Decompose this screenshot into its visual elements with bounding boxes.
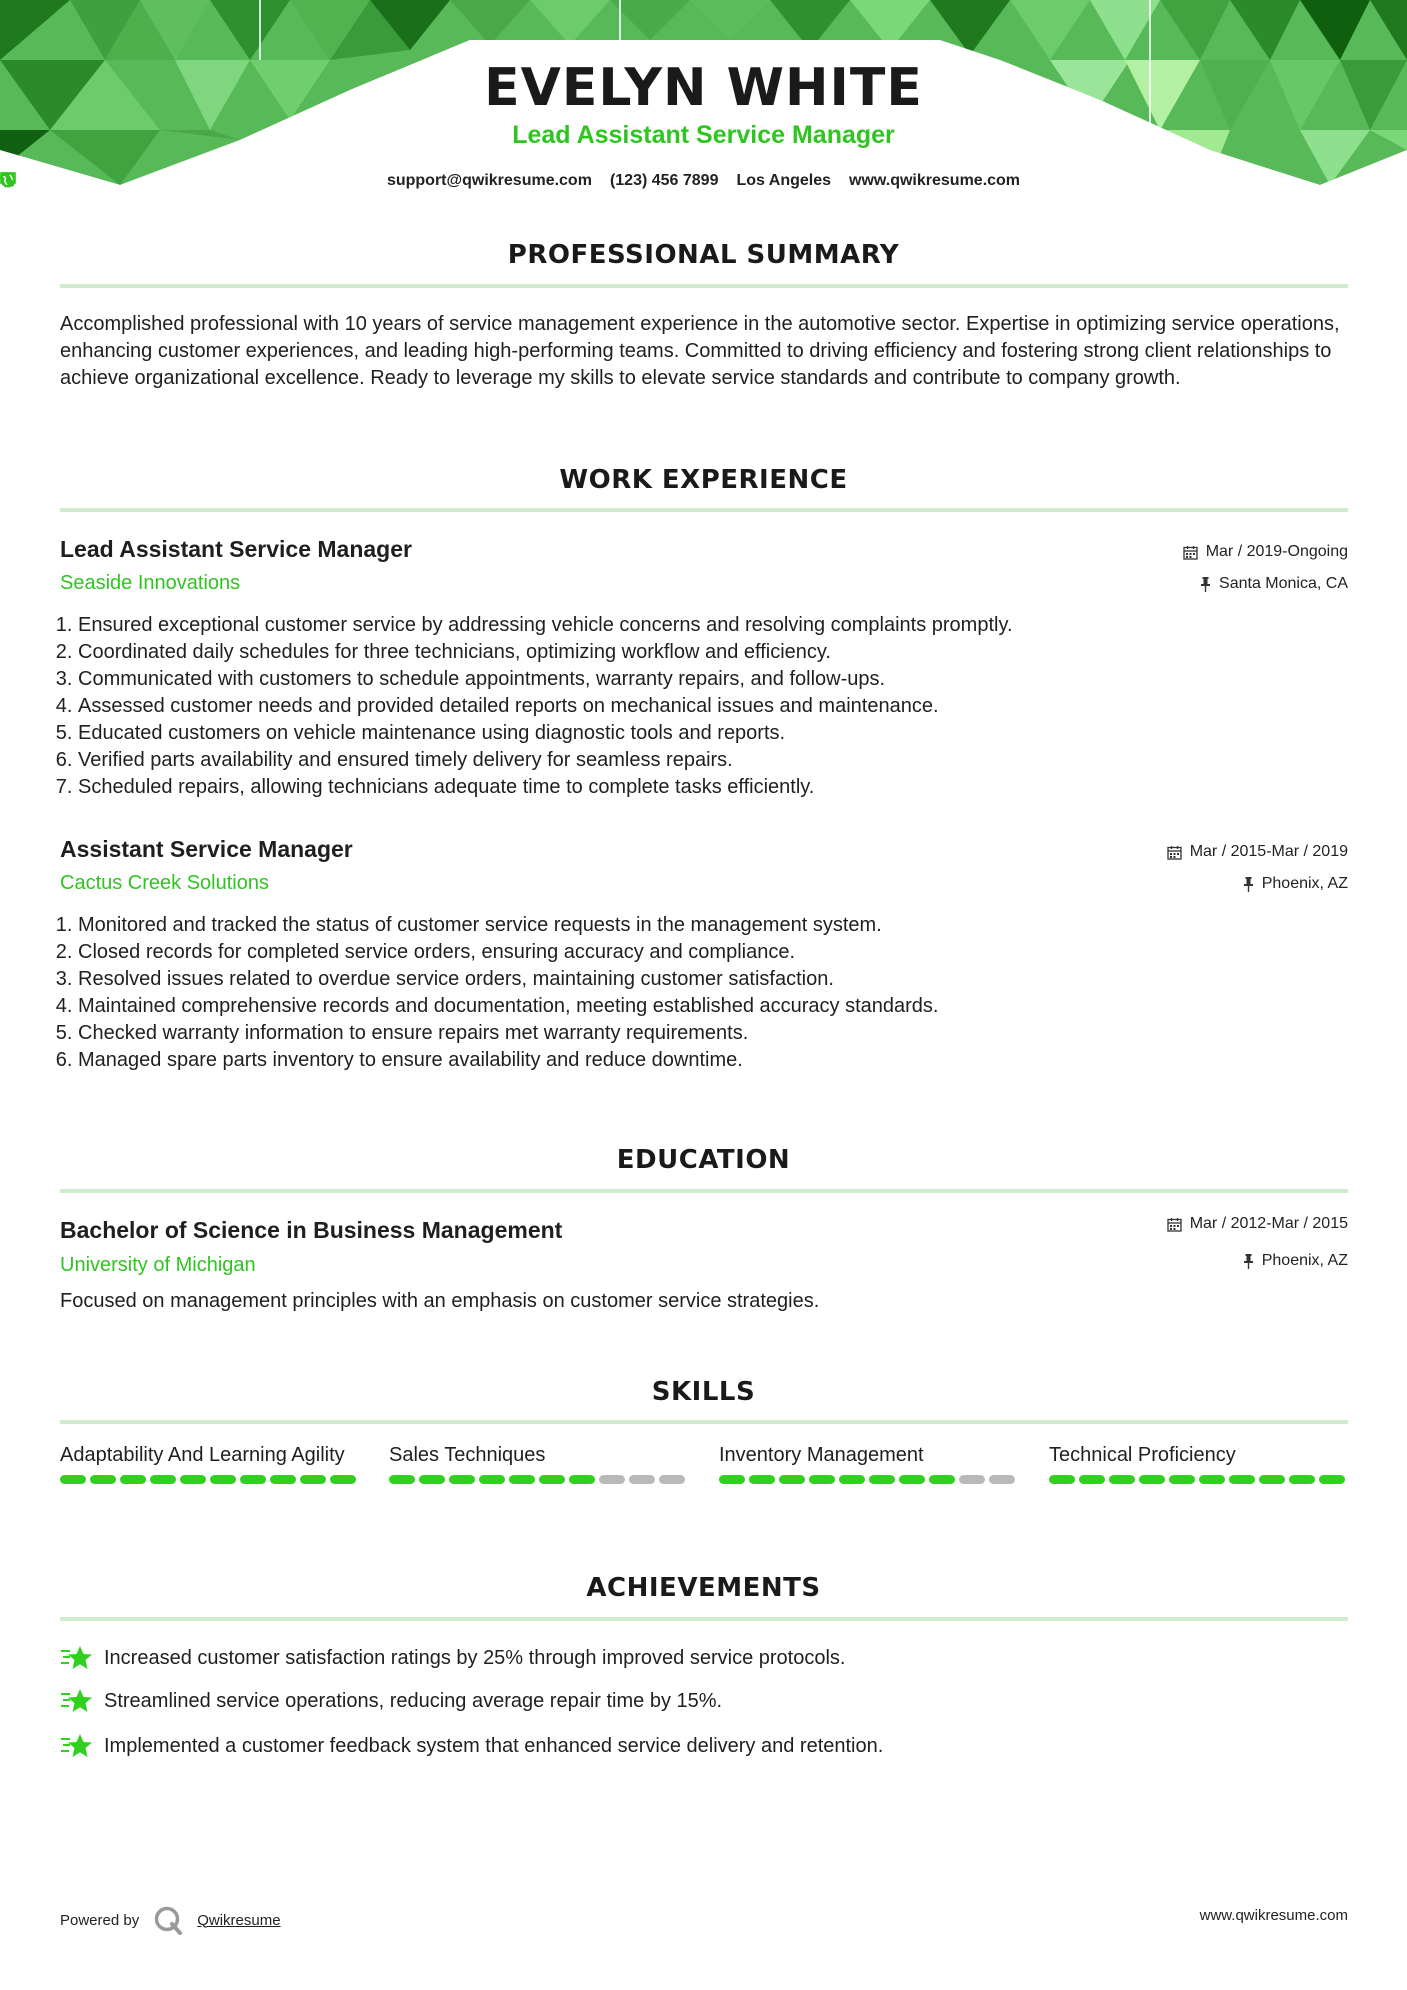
skill-segment-empty [959, 1475, 985, 1484]
skill-segment-filled [150, 1475, 176, 1484]
achievement-text: Increased customer satisfaction ratings by 25% through improved service protocols. [104, 1646, 846, 1669]
achievements-divider [60, 1617, 1348, 1621]
skill-segment-filled [479, 1475, 505, 1484]
skill-segment-filled [839, 1475, 865, 1484]
qwikresume-link[interactable]: Qwikresume [197, 1911, 281, 1929]
contact-website-text: www.qwikresume.com [849, 172, 1021, 189]
job-1-bullets [60, 612, 1366, 801]
star-award-icon [60, 1645, 92, 1671]
skill-name: Adaptability And Learning Agility [60, 1444, 345, 1466]
pushpin-icon [1200, 577, 1211, 592]
achievement-item [60, 1733, 883, 1759]
education-location-text: Phoenix, AZ [1261, 1252, 1348, 1269]
skill-segment-filled [1109, 1475, 1135, 1484]
education-degree: Bachelor of Science in Business Management [60, 1217, 563, 1243]
skill-segment-filled [90, 1475, 116, 1484]
skill-segment-filled [240, 1475, 266, 1484]
skill-segment-filled [569, 1475, 595, 1484]
job-2-dates-text: Mar / 2015-Mar / 2019 [1189, 843, 1348, 860]
job-2-company: Cactus Creek Solutions [60, 872, 269, 894]
skill-segment-filled [509, 1475, 535, 1484]
education-dates-text: Mar / 2012-Mar / 2015 [1189, 1215, 1348, 1232]
job-2-title: Assistant Service Manager [60, 836, 353, 862]
skill-name: Inventory Management [719, 1444, 924, 1466]
skill-segment-filled [1259, 1475, 1285, 1484]
list-item: 5. Educated customers on vehicle maintenance using diagnostic tools and reports. [78, 720, 1366, 747]
skill-name: Technical Proficiency [1049, 1444, 1236, 1466]
skills-divider [60, 1420, 1348, 1424]
list-item: 7. Scheduled repairs, allowing technicians adequate time to complete tasks efficiently. [78, 774, 1366, 801]
header-banner [0, 0, 1407, 200]
job-2-dates [1167, 843, 1348, 861]
contact-website[interactable] [849, 172, 1020, 190]
education-dates [1167, 1215, 1348, 1233]
skill-segment-filled [60, 1475, 86, 1484]
skill-segment-empty [599, 1475, 625, 1484]
skill-segment-filled [270, 1475, 296, 1484]
skill-segment-filled [1169, 1475, 1195, 1484]
skill-segment-filled [1139, 1475, 1165, 1484]
skill-item [60, 1442, 360, 1484]
calendar-icon [1183, 545, 1198, 560]
skill-segment-filled [749, 1475, 775, 1484]
skill-segment-filled [389, 1475, 415, 1484]
skill-segment-filled [779, 1475, 805, 1484]
pushpin-icon [1243, 877, 1254, 892]
contact-location-text: Los Angeles [736, 172, 832, 189]
pushpin-icon [1243, 1254, 1254, 1269]
achievement-text: Streamlined service operations, reducing average repair time by 15%. [104, 1689, 723, 1712]
skill-segment-filled [1079, 1475, 1105, 1484]
list-item: 6. Managed spare parts inventory to ensure availability and reduce downtime. [78, 1047, 1366, 1074]
contact-phone[interactable] [610, 172, 719, 190]
skill-segment-filled [180, 1475, 206, 1484]
job-1-location-text: Santa Monica, CA [1219, 575, 1348, 592]
skill-name: Sales Techniques [389, 1444, 546, 1466]
skill-segment-filled [120, 1475, 146, 1484]
skill-segment-filled [539, 1475, 565, 1484]
list-item: 4. Maintained comprehensive records and documentation, meeting established accuracy standards. [78, 993, 1366, 1020]
list-item: 6. Verified parts availability and ensured timely delivery for seamless repairs. [78, 747, 1366, 774]
skill-level-bar [719, 1475, 1019, 1484]
list-item: 3. Resolved issues related to overdue service orders, maintaining customer satisfaction. [78, 966, 1366, 993]
star-award-icon [60, 1688, 92, 1714]
list-item: 1. Monitored and tracked the status of customer service requests in the management system. [78, 912, 1366, 939]
contact-location [736, 172, 831, 190]
job-2-bullets [60, 912, 1366, 1074]
list-item: 1. Ensured exceptional customer service by addressing vehicle concerns and resolving complaints promptly. [78, 612, 1366, 639]
skill-segment-filled [929, 1475, 955, 1484]
list-item: 3. Communicated with customers to schedule appointments, warranty repairs, and follow-ups. [78, 666, 1366, 693]
achievement-text: Implemented a customer feedback system that enhanced service delivery and retention. [104, 1734, 884, 1757]
skill-segment-filled [1289, 1475, 1315, 1484]
skill-segment-empty [629, 1475, 655, 1484]
list-item: 4. Assessed customer needs and provided detailed reports on mechanical issues and maintenance. [78, 693, 1366, 720]
star-award-icon [60, 1733, 92, 1759]
contact-email[interactable] [387, 172, 592, 190]
skill-segment-filled [449, 1475, 475, 1484]
skill-level-bar [1049, 1475, 1349, 1484]
calendar-icon [1167, 845, 1182, 860]
education-description: Focused on management principles with an emphasis on customer service strategies. [60, 1290, 820, 1312]
job-1-dates [1183, 543, 1348, 561]
job-2-location-text: Phoenix, AZ [1261, 875, 1348, 892]
powered-by-label: Powered by [60, 1911, 140, 1929]
calendar-icon [1167, 1217, 1182, 1232]
achievement-item [60, 1688, 722, 1714]
job-2-location [1243, 875, 1348, 893]
job-1-company: Seaside Innovations [60, 572, 241, 594]
skill-segment-filled [210, 1475, 236, 1484]
education-location [1243, 1252, 1348, 1270]
list-item: 2. Closed records for completed service orders, ensuring accuracy and compliance. [78, 939, 1366, 966]
job-1-location [1200, 575, 1348, 593]
skill-segment-filled [1229, 1475, 1255, 1484]
footer-website[interactable]: www.qwikresume.com [1199, 1907, 1348, 1924]
education-divider [60, 1189, 1348, 1193]
skill-item [719, 1442, 1019, 1484]
list-item: 5. Checked warranty information to ensure repairs met warranty requirements. [78, 1020, 1366, 1047]
skill-segment-empty [989, 1475, 1015, 1484]
footer-powered-by [60, 1905, 281, 1935]
skill-level-bar [60, 1475, 360, 1484]
experience-divider [60, 508, 1348, 512]
achievement-item [60, 1645, 845, 1671]
skill-segment-filled [330, 1475, 356, 1484]
education-school: University of Michigan [60, 1254, 256, 1276]
summary-heading: PROFESSIONAL SUMMARY [507, 240, 900, 270]
skill-segment-filled [1049, 1475, 1075, 1484]
summary-text: Accomplished professional with 10 years of service management experience in the automotive sector. Expertise in optimizing service operations, enhancing customer experiences, and leading high-performing teams. Committed to driving efficiency and fostering strong client relationships to achieve organizational excellence. Ready to leverage my skills to elevate service standards and contribute to company growth. [60, 313, 1340, 389]
skill-segment-filled [419, 1475, 445, 1484]
skill-item [389, 1442, 689, 1484]
skill-level-bar [389, 1475, 689, 1484]
achievements-heading: ACHIEVEMENTS [586, 1573, 821, 1603]
skill-segment-filled [1319, 1475, 1345, 1484]
skill-segment-filled [719, 1475, 745, 1484]
candidate-role: Lead Assistant Service Manager [512, 121, 895, 149]
experience-heading: WORK EXPERIENCE [559, 465, 848, 495]
skill-segment-filled [1199, 1475, 1225, 1484]
globe-icon [0, 172, 16, 188]
contact-phone-text: (123) 456 7899 [609, 172, 719, 189]
skill-segment-filled [300, 1475, 326, 1484]
skills-heading: SKILLS [651, 1377, 756, 1407]
summary-divider [60, 284, 1348, 288]
skill-item [1049, 1442, 1349, 1484]
education-heading: EDUCATION [616, 1145, 791, 1175]
skill-segment-filled [809, 1475, 835, 1484]
skill-segment-filled [869, 1475, 895, 1484]
skill-segment-empty [659, 1475, 685, 1484]
contact-email-text: support@qwikresume.com [386, 172, 592, 189]
job-1-title: Lead Assistant Service Manager [60, 536, 412, 562]
job-1-dates-text: Mar / 2019-Ongoing [1205, 543, 1348, 560]
contact-bar [0, 172, 1407, 190]
skill-segment-filled [899, 1475, 925, 1484]
candidate-name: EVELYN WHITE [484, 58, 923, 118]
qwikresume-logo-icon [153, 1905, 183, 1935]
list-item: 2. Coordinated daily schedules for three technicians, optimizing workflow and efficiency. [78, 639, 1366, 666]
